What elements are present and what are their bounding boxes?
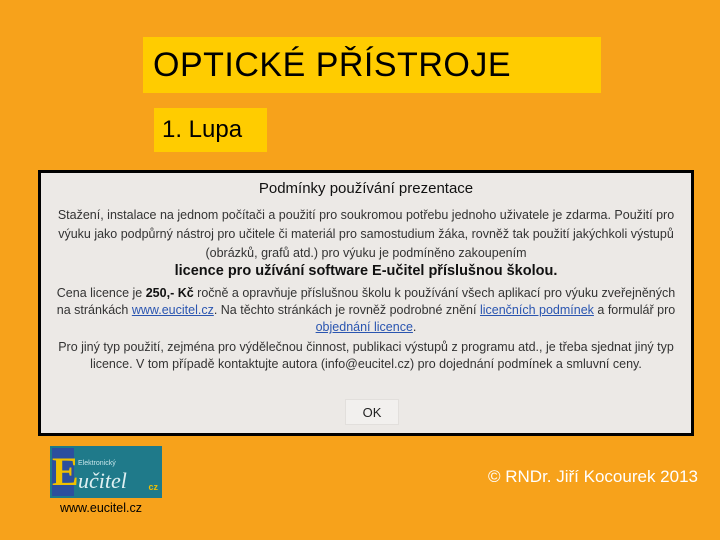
dialog-paragraph-price bbox=[55, 285, 677, 336]
slide-title: OPTICKÉ PŘÍSTROJE bbox=[153, 45, 511, 84]
logo-letter: E bbox=[52, 449, 79, 494]
price-text: ročně a opravňuje příslušnou školu k používání všech aplikací pro výuku zveřejněných na stránkách bbox=[56, 286, 676, 317]
dialog-heading: Podmínky používání prezentace bbox=[258, 180, 474, 197]
copyright-text: © RNDr. Jiří Kocourek 2013 bbox=[488, 467, 698, 486]
site-link[interactable]: www.eucitel.cz bbox=[131, 303, 214, 317]
dialog-paragraph-other-use: Pro jiný typ použití, zejména pro výdělečnou činnost, publikaci výstupů z programu atd., je třeba sjednat jiný typ licence. V tom případě kontaktujte autora (info@eucitel.cz) pro dojednání podmínek a smluvní ceny. bbox=[58, 340, 674, 371]
dialog-license-line: licence pro užívání software E-učitel příslušnou školou. bbox=[174, 263, 558, 279]
order-license-link[interactable]: objednání licence bbox=[315, 320, 413, 334]
license-dialog bbox=[38, 170, 694, 436]
eucitel-logo[interactable] bbox=[50, 446, 162, 498]
price-intro: Cena licence je bbox=[56, 286, 146, 300]
ok-button[interactable]: OK bbox=[345, 399, 399, 425]
logo-url[interactable]: www.eucitel.cz bbox=[60, 501, 142, 515]
price-text-3: a formulář pro bbox=[593, 303, 676, 317]
dialog-paragraph-usage: Stažení, instalace na jednom počítači a použití pro soukromou potřebu jednoho uživatele je zdarma. Použití pro výuku jako podpůrný nástroj pro učitele či materiál pro samostudium žáka, rovněž tak použití jakýchkoli výstupů (obrázků, grafů atd.) pro výuku je podmíněno zakoupením bbox=[57, 208, 675, 260]
logo-main-text: učitel bbox=[78, 468, 127, 493]
slide-subtitle-box bbox=[154, 108, 267, 152]
slide-title-box bbox=[143, 37, 601, 93]
license-conditions-link[interactable]: licenčních podmínek bbox=[479, 303, 594, 317]
slide-subtitle: 1. Lupa bbox=[162, 116, 243, 143]
logo-suffix: cz bbox=[148, 482, 158, 492]
license-price: 250,- Kč bbox=[145, 286, 194, 300]
price-text-2: . Na těchto stránkách je rovněž podrobné znění bbox=[213, 303, 480, 317]
price-text-end: . bbox=[412, 320, 417, 334]
logo-top-text: Elektronický bbox=[78, 460, 116, 467]
